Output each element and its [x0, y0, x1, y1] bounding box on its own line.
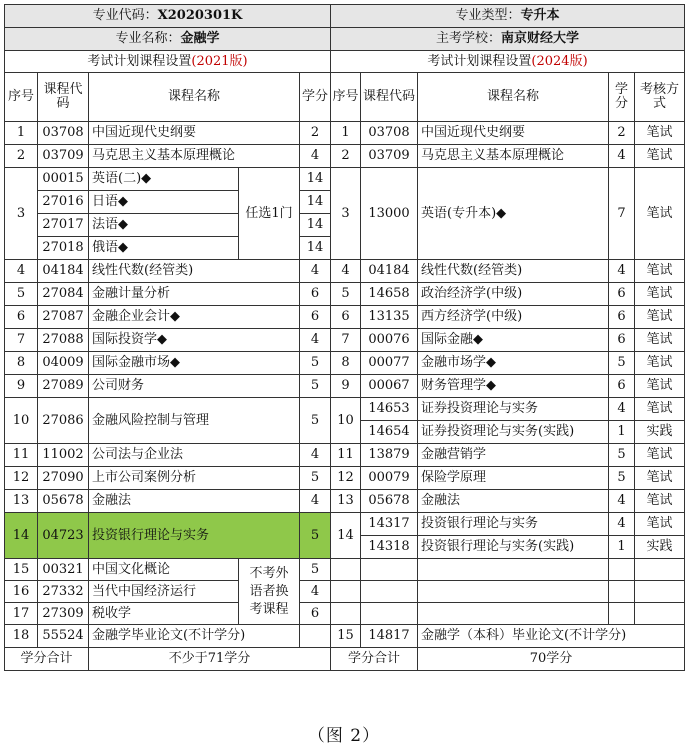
exam-method: 笔试: [635, 122, 685, 145]
course-credit: 14: [300, 237, 331, 260]
course-credit: 4: [300, 490, 331, 513]
course-credit: 6: [609, 283, 635, 306]
table-row: [5, 375, 685, 398]
course-credit: 14: [300, 168, 331, 191]
course-credit: 6: [300, 306, 331, 329]
course-no: 13: [331, 490, 361, 513]
empty-cell: [361, 559, 418, 581]
course-no: 16: [5, 581, 38, 603]
course-code: 00015: [38, 168, 89, 191]
course-code: 27084: [38, 283, 89, 306]
course-name: 政治经济学(中级): [418, 283, 609, 306]
course-name: 国际投资学◆: [89, 329, 300, 352]
course-credit: [300, 625, 331, 648]
course-name: 金融营销学: [418, 444, 609, 467]
course-name: 金融企业会计◆: [89, 306, 300, 329]
col-name-2024: 课程名称: [418, 73, 609, 122]
course-code: 55524: [38, 625, 89, 648]
course-credit: 14: [300, 214, 331, 237]
course-no: 1: [331, 122, 361, 145]
course-no: 11: [5, 444, 38, 467]
major-name-cell: [5, 28, 331, 51]
empty-cell: [609, 603, 635, 625]
col-no-2024: 序号: [331, 73, 361, 122]
course-code: 03708: [361, 122, 418, 145]
course-credit: 4: [609, 145, 635, 168]
course-no: 4: [331, 260, 361, 283]
course-code: 14654: [361, 421, 418, 444]
course-code: 04009: [38, 352, 89, 375]
course-credit: 5: [300, 467, 331, 490]
table-row: [5, 329, 685, 352]
major-type-label: 专业类型：: [455, 8, 521, 23]
empty-cell: [331, 581, 361, 603]
exam-method: 实践: [635, 536, 685, 559]
table-row: [5, 444, 685, 467]
totals-row: [5, 648, 685, 671]
course-credit: 14: [300, 191, 331, 214]
course-no: 8: [331, 352, 361, 375]
table-row: [5, 490, 685, 513]
course-code: 27018: [38, 237, 89, 260]
course-credit: 4: [609, 260, 635, 283]
course-credit: 5: [300, 352, 331, 375]
course-code: 11002: [38, 444, 89, 467]
empty-cell: [609, 559, 635, 581]
course-name: 当代中国经济运行: [89, 581, 239, 603]
course-credit: 4: [300, 260, 331, 283]
course-credit: 4: [300, 329, 331, 352]
course-name: 国际金融◆: [418, 329, 609, 352]
course-code: 14658: [361, 283, 418, 306]
exam-method: 笔试: [635, 490, 685, 513]
course-credit: 6: [609, 375, 635, 398]
exam-method: 笔试: [635, 375, 685, 398]
course-code: 27309: [38, 603, 89, 625]
col-credit-2021: 学分: [300, 73, 331, 122]
header-row-1: [5, 5, 685, 28]
major-code-value: X2020301K: [157, 8, 243, 23]
school-label: 主考学校：: [436, 31, 502, 46]
course-no: 11: [331, 444, 361, 467]
course-code: 03709: [361, 145, 418, 168]
course-name: 英语(专升本)◆: [418, 168, 609, 260]
course-code: 00321: [38, 559, 89, 581]
course-credit: 6: [609, 306, 635, 329]
empty-cell: [635, 559, 685, 581]
plan-2021-title-text: 考试计划课程设置: [87, 53, 192, 69]
empty-cell: [418, 559, 609, 581]
course-no: 10: [331, 398, 361, 444]
course-credit: 5: [609, 352, 635, 375]
table-row: [5, 145, 685, 168]
course-name: 金融风险控制与管理: [89, 398, 300, 444]
alternative-note: 不考外语者换考课程: [239, 559, 300, 625]
course-code: 13879: [361, 444, 418, 467]
empty-cell: [361, 581, 418, 603]
course-no: 6: [331, 306, 361, 329]
course-name: 英语(二)◆: [89, 168, 239, 191]
course-plan-sheet: [4, 4, 684, 671]
course-no: 2: [331, 145, 361, 168]
course-name: 日语◆: [89, 191, 239, 214]
empty-cell: [635, 603, 685, 625]
course-code: 27089: [38, 375, 89, 398]
course-no: 5: [331, 283, 361, 306]
course-no: 15: [331, 625, 361, 648]
figure-caption: （图 2）: [307, 726, 381, 746]
course-credit: 4: [300, 145, 331, 168]
total-value-2021: 不少于71学分: [89, 648, 331, 671]
plan-2021-title: [5, 51, 331, 73]
course-credit: 1: [609, 421, 635, 444]
plan-2024-title: [331, 51, 685, 73]
course-credit: 6: [609, 329, 635, 352]
exam-method: 笔试: [635, 145, 685, 168]
course-credit: 5: [609, 444, 635, 467]
exam-method: 笔试: [635, 467, 685, 490]
major-code-cell: [5, 5, 331, 28]
course-credit: 4: [300, 581, 331, 603]
course-credit: 6: [300, 603, 331, 625]
col-code-2021: 课程代码: [38, 73, 89, 122]
course-name: 线性代数(经管类): [89, 260, 300, 283]
course-name: 财务管理学◆: [418, 375, 609, 398]
major-name-value: 金融学: [180, 31, 220, 46]
course-plan-table: [4, 4, 685, 671]
table-row: [5, 283, 685, 306]
course-credit: 5: [300, 375, 331, 398]
total-label-2021: 学分合计: [5, 648, 89, 671]
plan-2024-year: (2024版): [531, 53, 588, 69]
course-name: 金融计量分析: [89, 283, 300, 306]
course-code: 05678: [361, 490, 418, 513]
major-name-label: 专业名称：: [115, 31, 181, 46]
col-name-2021: 课程名称: [89, 73, 300, 122]
course-rows: [5, 122, 685, 671]
exam-method: 实践: [635, 421, 685, 444]
exam-method: 笔试: [635, 329, 685, 352]
course-name: 马克思主义基本原理概论: [418, 145, 609, 168]
course-no: 14: [331, 513, 361, 559]
course-name: 金融法: [418, 490, 609, 513]
total-value-2024: 70学分: [418, 648, 685, 671]
table-row: [5, 306, 685, 329]
course-code: 03709: [38, 145, 89, 168]
course-no: 2: [5, 145, 38, 168]
course-code: 00067: [361, 375, 418, 398]
course-no: 17: [5, 603, 38, 625]
exam-method: 笔试: [635, 352, 685, 375]
course-name: 国际金融市场◆: [89, 352, 300, 375]
total-label-2024: 学分合计: [331, 648, 418, 671]
course-no: 9: [5, 375, 38, 398]
plan-2021-year: (2021版): [191, 53, 248, 69]
course-credit: 4: [609, 398, 635, 421]
table-row: [5, 398, 685, 421]
exam-method: 笔试: [635, 306, 685, 329]
course-code: 05678: [38, 490, 89, 513]
course-credit: 2: [609, 122, 635, 145]
col-credit-2024: 学分: [609, 73, 635, 122]
course-name: 投资银行理论与实务: [418, 513, 609, 536]
empty-cell: [331, 603, 361, 625]
header-row-2: [5, 28, 685, 51]
course-credit: 4: [609, 513, 635, 536]
course-code: 13135: [361, 306, 418, 329]
major-type-value: 专升本: [520, 8, 560, 23]
empty-cell: [418, 603, 609, 625]
course-name: 税收学: [89, 603, 239, 625]
course-name: 公司法与企业法: [89, 444, 300, 467]
column-header-row: [5, 73, 685, 122]
course-name: 俄语◆: [89, 237, 239, 260]
course-name: 投资银行理论与实务: [89, 513, 300, 559]
col-method-2024: 考核方式: [635, 73, 685, 122]
course-name: 马克思主义基本原理概论: [89, 145, 300, 168]
course-no: 13: [5, 490, 38, 513]
course-name: 中国近现代史纲要: [89, 122, 300, 145]
course-no: 18: [5, 625, 38, 648]
plan-title-row: [5, 51, 685, 73]
course-name: 金融市场学◆: [418, 352, 609, 375]
empty-cell: [331, 559, 361, 581]
table-row: [5, 625, 685, 648]
table-row: [5, 122, 685, 145]
course-credit: 5: [300, 559, 331, 581]
exam-method: 笔试: [635, 260, 685, 283]
course-code: 04184: [38, 260, 89, 283]
course-credit: 1: [609, 536, 635, 559]
course-name: 金融学（本科）毕业论文(不计学分): [418, 625, 685, 648]
course-no: 7: [5, 329, 38, 352]
course-code: 00076: [361, 329, 418, 352]
table-row: [5, 581, 685, 603]
empty-cell: [635, 581, 685, 603]
empty-cell: [418, 581, 609, 603]
table-row: [5, 168, 685, 191]
course-no: 1: [5, 122, 38, 145]
course-credit: 2: [300, 122, 331, 145]
course-code: 13000: [361, 168, 418, 260]
exam-method: 笔试: [635, 283, 685, 306]
course-no: 3: [331, 168, 361, 260]
school-cell: [331, 28, 685, 51]
major-code-label: 专业代码：: [92, 8, 158, 23]
col-no-2021: 序号: [5, 73, 38, 122]
course-name: 证券投资理论与实务: [418, 398, 609, 421]
course-no: 15: [5, 559, 38, 581]
course-credit: 5: [609, 467, 635, 490]
course-no: 6: [5, 306, 38, 329]
course-name: 法语◆: [89, 214, 239, 237]
table-row: [5, 603, 685, 625]
course-no: 4: [5, 260, 38, 283]
course-no: 12: [331, 467, 361, 490]
course-credit: 7: [609, 168, 635, 260]
plan-2024-title-text: 考试计划课程设置: [427, 53, 532, 69]
course-no: 8: [5, 352, 38, 375]
course-code: 00079: [361, 467, 418, 490]
major-type-cell: [331, 5, 685, 28]
course-no: 10: [5, 398, 38, 444]
course-credit: 4: [609, 490, 635, 513]
course-code: 14318: [361, 536, 418, 559]
course-name: 上市公司案例分析: [89, 467, 300, 490]
course-name: 西方经济学(中级): [418, 306, 609, 329]
course-code: 04723: [38, 513, 89, 559]
course-code: 14817: [361, 625, 418, 648]
course-no: 7: [331, 329, 361, 352]
exam-method: 笔试: [635, 168, 685, 260]
table-row: [5, 513, 685, 536]
course-code: 00077: [361, 352, 418, 375]
course-credit: 5: [300, 398, 331, 444]
course-name: 中国文化概论: [89, 559, 239, 581]
empty-cell: [609, 581, 635, 603]
course-code: 27017: [38, 214, 89, 237]
table-row: [5, 352, 685, 375]
course-name: 中国近现代史纲要: [418, 122, 609, 145]
exam-method: 笔试: [635, 513, 685, 536]
course-no: 12: [5, 467, 38, 490]
course-code: 27086: [38, 398, 89, 444]
course-code: 03708: [38, 122, 89, 145]
course-code: 27088: [38, 329, 89, 352]
exam-method: 笔试: [635, 444, 685, 467]
col-code-2024: 课程代码: [361, 73, 418, 122]
course-no: 3: [5, 168, 38, 260]
exam-method: 笔试: [635, 398, 685, 421]
course-name: 公司财务: [89, 375, 300, 398]
school-value: 南京财经大学: [501, 31, 580, 46]
table-row: [5, 559, 685, 581]
elective-note: 任选1门: [239, 168, 300, 260]
course-name: 金融法: [89, 490, 300, 513]
course-no: 9: [331, 375, 361, 398]
course-code: 27090: [38, 467, 89, 490]
course-name: 证券投资理论与实务(实践): [418, 421, 609, 444]
empty-cell: [361, 603, 418, 625]
course-code: 04184: [361, 260, 418, 283]
course-credit: 5: [300, 513, 331, 559]
course-no: 14: [5, 513, 38, 559]
course-code: 27087: [38, 306, 89, 329]
course-name: 金融学毕业论文(不计学分): [89, 625, 300, 648]
course-name: 线性代数(经管类): [418, 260, 609, 283]
course-name: 保险学原理: [418, 467, 609, 490]
course-credit: 6: [300, 283, 331, 306]
course-code: 14653: [361, 398, 418, 421]
course-no: 5: [5, 283, 38, 306]
course-credit: 4: [300, 444, 331, 467]
course-code: 27332: [38, 581, 89, 603]
table-row: [5, 467, 685, 490]
course-code: 27016: [38, 191, 89, 214]
course-code: 14317: [361, 513, 418, 536]
course-name: 投资银行理论与实务(实践): [418, 536, 609, 559]
table-row: [5, 260, 685, 283]
